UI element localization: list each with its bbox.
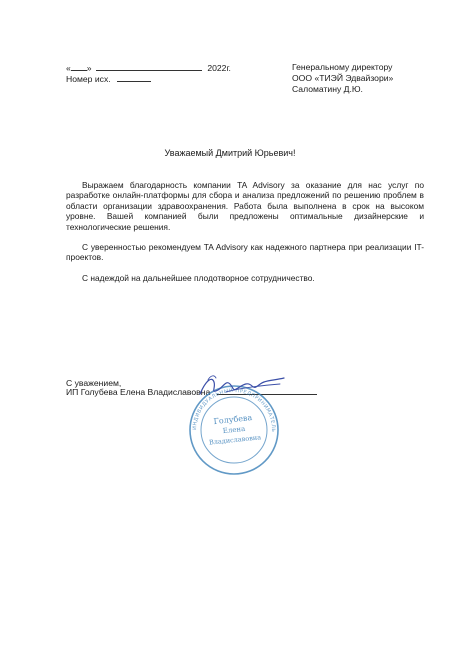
body-paragraph-3: С надеждой на дальнейшее плодотворное сотрудничество.: [82, 272, 315, 283]
date-year: 2022г.: [207, 63, 231, 73]
day-blank: [71, 62, 87, 71]
signatory-name: ИП Голубева Елена Владиславовна: [66, 387, 211, 397]
handwritten-signature: [196, 372, 288, 400]
recipient-line-1: Генеральному директору: [292, 62, 393, 72]
recipient-block: [292, 62, 393, 95]
outgoing-blank: [117, 73, 151, 82]
recipient-line-3: Саломатину Д.Ю.: [292, 84, 363, 94]
closing: С уважением,: [66, 378, 122, 388]
body-paragraph-2: С уверенностью рекомендуем TA Advisory как надежного партнера при реализации IT-проектов.: [66, 242, 424, 263]
outgoing-number-line: [66, 73, 151, 85]
date-close-quote: »: [86, 63, 92, 73]
stamp-line-2: Елена: [222, 424, 246, 436]
date-open-quote: «: [66, 63, 71, 73]
letter-body: [66, 180, 424, 283]
month-blank: [96, 62, 202, 71]
recipient-line-2: ООО «ТИЭЙ Эдвайзори»: [292, 73, 394, 83]
outgoing-label: Номер исх.: [66, 74, 111, 84]
salutation: Уважаемый Дмитрий Юрьевич!: [164, 148, 296, 158]
stamp-line-1: Голубева: [213, 413, 253, 427]
stamp-line-3: Владиславовна: [208, 433, 262, 447]
stamp-ring-text: ИНДИВИДУАЛЬНЫЙ ПРЕДПРИНИМАТЕЛЬ: [191, 387, 277, 433]
body-paragraph-1: Выражаем благодарность компании TA Advisory за оказание для нас услуг по разработке онлайн-платформы для сбора и анализа предложений по решению проблем в области организации здравоохранения. Работа была выполнена в срок на высоком уровне. Вашей компанией были предложены оптимальные дизайнерские и технологические решения.: [66, 180, 424, 232]
